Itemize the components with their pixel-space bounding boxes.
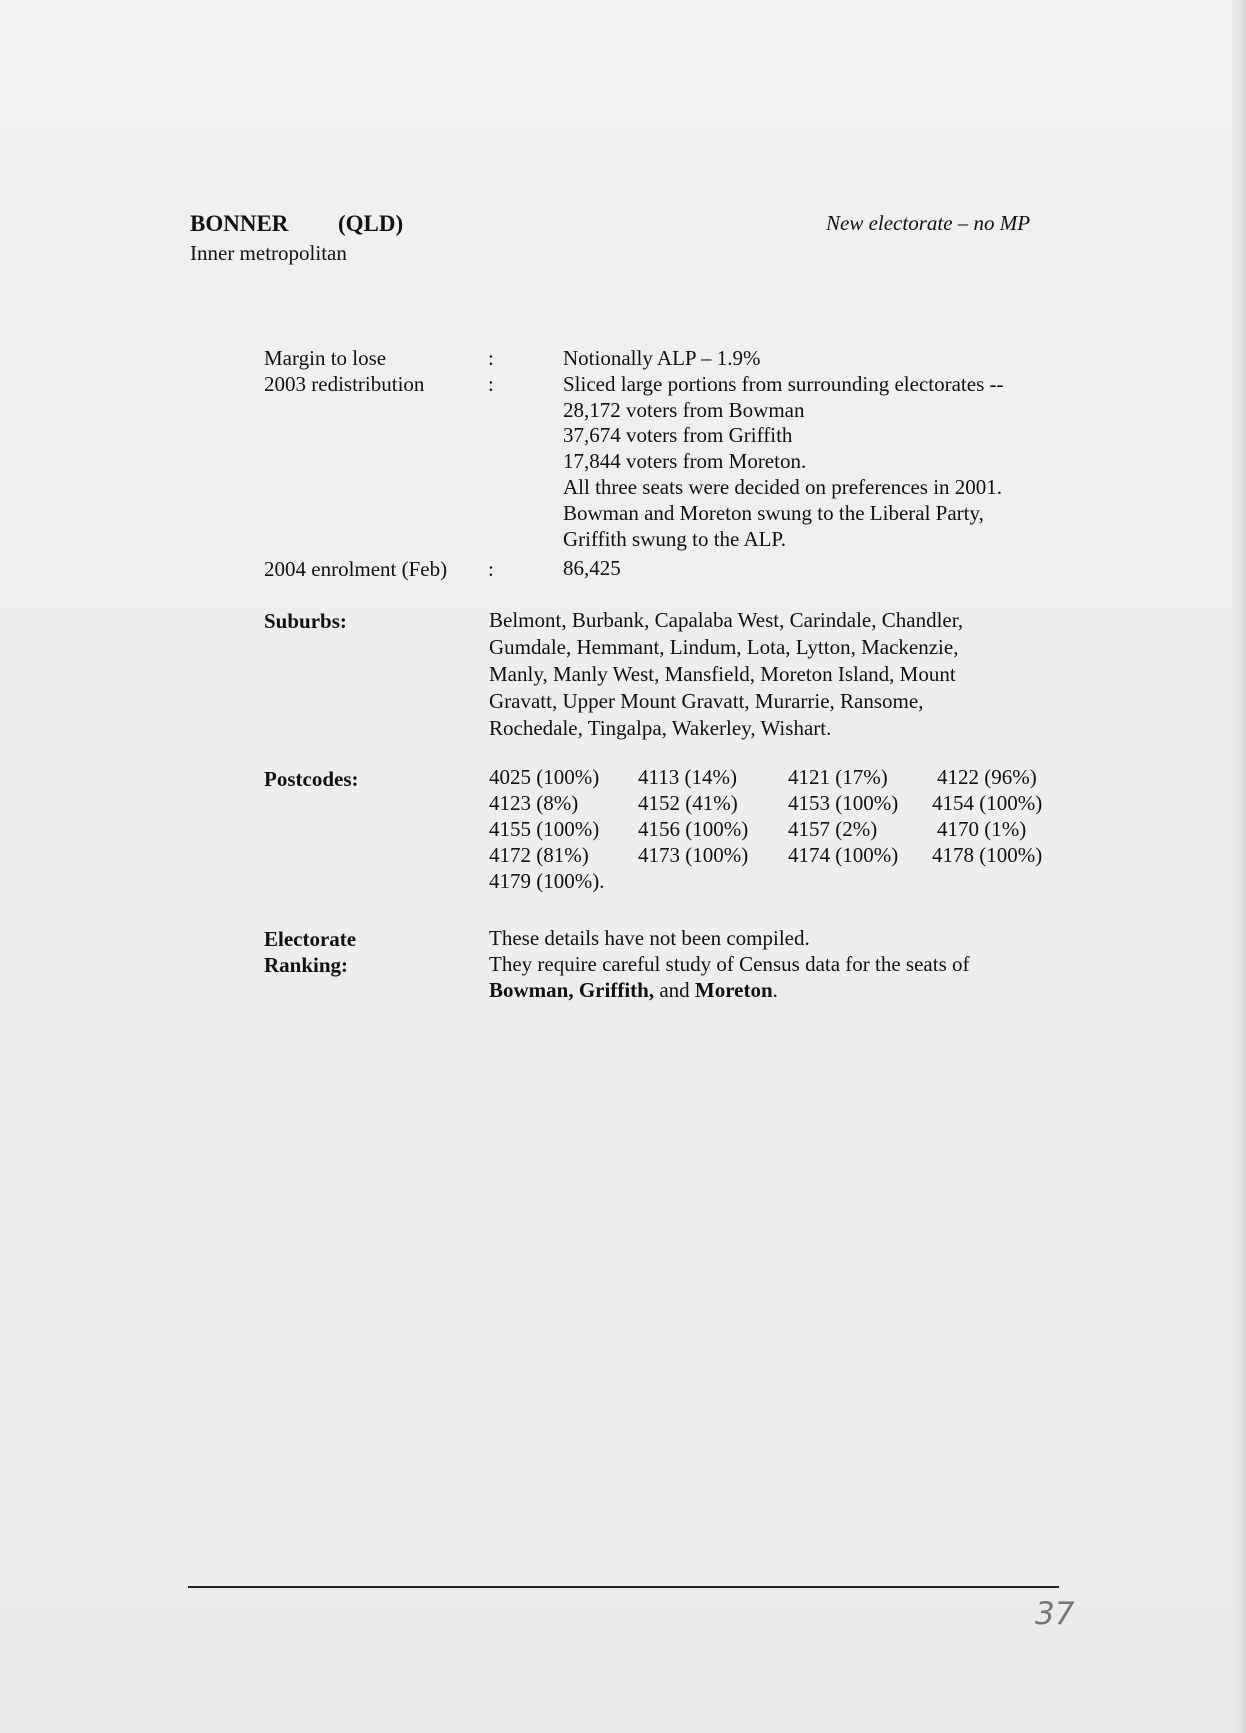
redistribution-line: 37,674 voters from Griffith xyxy=(563,423,793,447)
enrolment-value: 86,425 xyxy=(563,556,621,580)
electorate-name: BONNER xyxy=(190,211,289,236)
ranking-text: These details have not been compiled. xyxy=(489,926,810,950)
suburbs-line: Gravatt, Upper Mount Gravatt, Murarrie, Ransome, xyxy=(489,689,924,713)
ranking-and: and xyxy=(654,978,695,1002)
postcode-entry: 4157 (2%) xyxy=(788,817,878,841)
page-edge xyxy=(1232,0,1246,1733)
postcode-entry: 4154 (100%) xyxy=(932,791,1043,815)
postcodes-label: Postcodes: xyxy=(264,767,359,791)
ranking-period: . xyxy=(772,978,778,1002)
footer-rule xyxy=(188,1586,1059,1588)
redistribution-line: All three seats were decided on preferences in 2001. xyxy=(563,475,1003,499)
redistribution-label: 2003 redistribution xyxy=(264,372,425,396)
postcode-entry: 4155 (100%) xyxy=(489,817,600,841)
postcode-entry: 4152 (41%) xyxy=(638,791,738,815)
postcode-entry: 4121 (17%) xyxy=(788,765,888,789)
ranking-label: Electorate xyxy=(264,927,357,951)
enrolment-label: 2004 enrolment (Feb) xyxy=(264,557,448,581)
postcode-entry: 4174 (100%) xyxy=(788,843,899,867)
postcode-entry: 4153 (100%) xyxy=(788,791,899,815)
redistribution-line: Griffith swung to the ALP. xyxy=(563,527,787,551)
ranking-seats-bold: Bowman, Griffith, xyxy=(489,978,655,1002)
postcode-entry: 4025 (100%) xyxy=(489,765,600,789)
redistribution-colon: : xyxy=(488,372,494,396)
margin-label: Margin to lose xyxy=(264,346,387,370)
suburbs-label: Suburbs: xyxy=(264,609,347,633)
postcode-entry: 4170 (1%) xyxy=(937,817,1027,841)
margin-value: Notionally ALP – 1.9% xyxy=(563,346,761,370)
redistribution-line: 17,844 voters from Moreton. xyxy=(563,449,807,473)
electorate-state: (QLD) xyxy=(338,211,404,236)
margin-colon: : xyxy=(488,346,494,370)
postcode-entry: 4179 (100%). xyxy=(489,869,605,893)
redistribution-line: Sliced large portions from surrounding electorates -- xyxy=(563,372,1004,396)
postcode-entry: 4173 (100%) xyxy=(638,843,749,867)
suburbs-line: Manly, Manly West, Mansfield, Moreton Island, Mount xyxy=(489,662,956,686)
page-number: 37 xyxy=(1035,1596,1075,1632)
ranking-text: They require careful study of Census data for the seats of xyxy=(489,952,970,976)
postcode-entry: 4122 (96%) xyxy=(937,765,1037,789)
postcode-entry: 4123 (8%) xyxy=(489,791,579,815)
postcode-entry: 4178 (100%) xyxy=(932,843,1043,867)
suburbs-line: Rochedale, Tingalpa, Wakerley, Wishart. xyxy=(489,716,832,740)
electorate-category: Inner metropolitan xyxy=(190,241,347,265)
postcode-entry: 4156 (100%) xyxy=(638,817,749,841)
ranking-seats xyxy=(489,977,778,1003)
electorate-status: New electorate – no MP xyxy=(826,211,1031,235)
ranking-label: Ranking: xyxy=(264,953,349,977)
enrolment-colon: : xyxy=(488,557,494,581)
suburbs-line: Gumdale, Hemmant, Lindum, Lota, Lytton, Mackenzie, xyxy=(489,635,959,659)
suburbs-list xyxy=(489,607,1053,715)
redistribution-line: 28,172 voters from Bowman xyxy=(563,398,805,422)
postcode-entry: 4172 (81%) xyxy=(489,843,589,867)
suburbs-line: Belmont, Burbank, Capalaba West, Carindale, Chandler, xyxy=(489,608,964,632)
ranking-seats-bold: Moreton xyxy=(694,978,773,1002)
redistribution-line: Bowman and Moreton swung to the Liberal Party, xyxy=(563,501,984,525)
postcode-entry: 4113 (14%) xyxy=(638,765,737,789)
